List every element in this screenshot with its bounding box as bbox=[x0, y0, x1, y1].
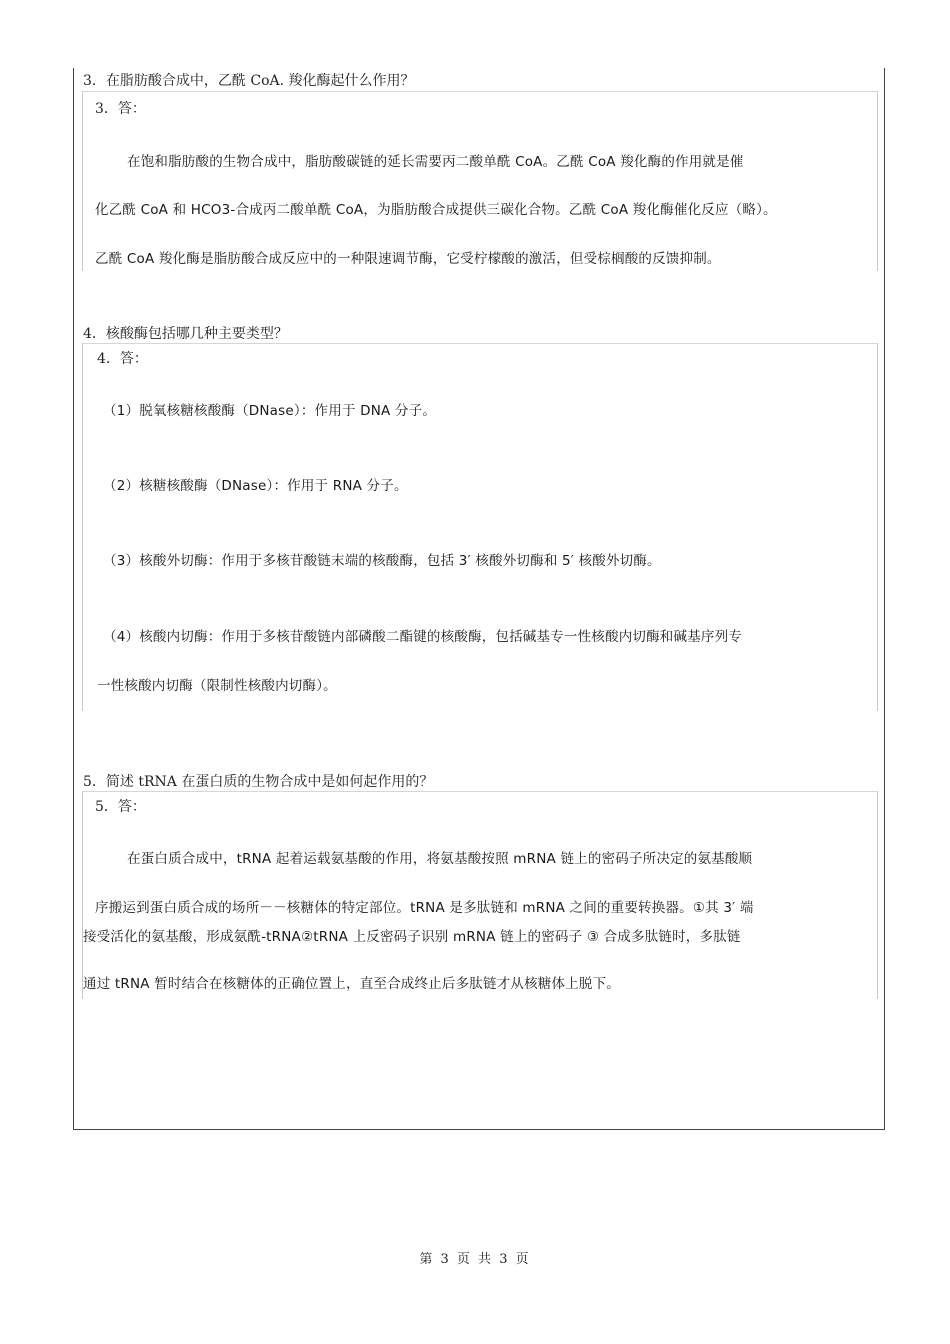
answer-5-line-4: 通过 tRNA 暂时结合在核糖体的正确位置上，直至合成终止后多肽链才从核糖体上脱下。 bbox=[83, 976, 620, 992]
answer-3-head: 3．答： bbox=[95, 101, 146, 117]
question-3: 3．在脂肪酸合成中，乙酰 CoA. 羧化酶起什么作用？ bbox=[83, 73, 415, 89]
question-5: 5．简述 tRNA 在蛋白质的生物合成中是如何起作用的？ bbox=[83, 774, 434, 790]
answer-4-line-4: （4）核酸内切酶：作用于多核苷酸链内部磷酸二酯键的核酸酶，包括碱基专一性核酸内切酶和碱基序列专 bbox=[103, 629, 742, 645]
answer-5-head: 5．答： bbox=[95, 799, 146, 815]
answer-5-line-1: 在蛋白质合成中，tRNA 起着运载氨基酸的作用，将氨基酸按照 mRNA 链上的密码子所决定的氨基酸顺 bbox=[127, 851, 753, 867]
answer-3-line-2: 化乙酰 CoA 和 HCO3-合成丙二酸单酰 CoA，为脂肪酸合成提供三碳化合物。乙酰 CoA 羧化酶催化反应（略）。 bbox=[95, 202, 777, 218]
answer-5-line-3: 接受活化的氨基酸，形成氨酰-tRNA②tRNA 上反密码子识别 mRNA 链上的密码子 ③ 合成多肽链时，多肽链 bbox=[83, 929, 741, 945]
answer-4-head: 4．答： bbox=[97, 351, 148, 367]
answer-4-line-1: （1）脱氧核糖核酸酶（DNase）：作用于 DNA 分子。 bbox=[103, 403, 437, 419]
page-footer: 第 3 页 共 3 页 bbox=[419, 1252, 531, 1267]
answer-box-3 bbox=[82, 91, 878, 271]
answer-3-line-1: 在饱和脂肪酸的生物合成中，脂肪酸碳链的延长需要丙二酸单酰 CoA。乙酰 CoA 羧化酶的作用就是催 bbox=[127, 154, 744, 170]
answer-box-4 bbox=[82, 343, 878, 711]
answer-4-line-3: （3）核酸外切酶：作用于多核苷酸链末端的核酸酶，包括 3′ 核酸外切酶和 5′ 核酸外切酶。 bbox=[103, 553, 661, 569]
question-4: 4．核酸酶包括哪几种主要类型？ bbox=[83, 326, 288, 342]
answer-4-line-5: 一性核酸内切酶（限制性核酸内切酶）。 bbox=[97, 678, 337, 694]
answer-3-line-3: 乙酰 CoA 羧化酶是脂肪酸合成反应中的一种限速调节酶，它受柠檬酸的激活，但受棕榈酸的反馈抑制。 bbox=[95, 251, 721, 267]
answer-5-line-2: 序搬运到蛋白质合成的场所－－核糖体的特定部位。tRNA 是多肽链和 mRNA 之间的重要转换器。①其 3′ 端 bbox=[95, 900, 754, 916]
answer-box-5 bbox=[82, 791, 878, 999]
answer-4-line-2: （2）核糖核酸酶（DNase）：作用于 RNA 分子。 bbox=[103, 478, 408, 494]
